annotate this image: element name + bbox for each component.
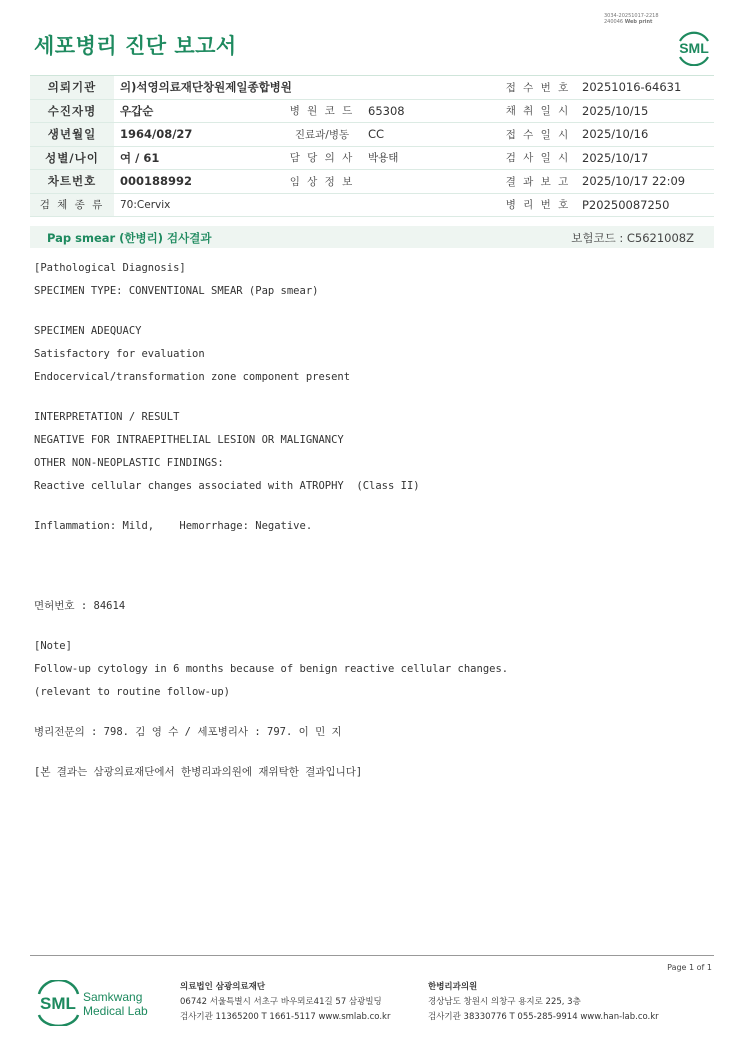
clinic-org-address: 경상남도 창원시 의창구 용지로 225, 3층 bbox=[428, 997, 581, 1007]
lab-org-contact: 검사기관 11365200 T 1661-5117 www.smlab.co.kr bbox=[180, 1012, 391, 1022]
receipt-date-label: 접 수 일 시 bbox=[500, 123, 576, 147]
report-line: NEGATIVE FOR INTRAEPITHELIAL LESION OR MALIGNANCY bbox=[34, 434, 344, 446]
print-meta-code: 240046 bbox=[604, 19, 624, 25]
department-value: CC bbox=[362, 123, 500, 147]
collection-date-label: 채 취 일 시 bbox=[500, 99, 576, 123]
pathologist-signature-line: 병리전문의 : 798. 김 영 수 / 세포병리사 : 797. 이 민 지 bbox=[34, 726, 342, 738]
specimen-type-value: 70:Cervix bbox=[114, 193, 500, 217]
report-line: Endocervical/transformation zone component present bbox=[34, 371, 351, 383]
receipt-date-value: 2025/10/16 bbox=[576, 123, 714, 147]
report-line: Satisfactory for evaluation bbox=[34, 348, 205, 360]
section-title: Pap smear (한병리) 검사결과 bbox=[47, 231, 212, 245]
pathology-no-label: 병 리 번 호 bbox=[500, 193, 576, 217]
patient-name-value: 우갑순 bbox=[114, 99, 282, 123]
report-body bbox=[34, 257, 508, 784]
hospital-code-label: 병 원 코 드 bbox=[282, 99, 362, 123]
exam-date-value: 2025/10/17 bbox=[576, 146, 714, 170]
samkwang-logo-name2: Medical Lab bbox=[83, 1004, 148, 1018]
result-section-header bbox=[30, 226, 714, 248]
clinical-info-value bbox=[362, 170, 500, 194]
footer-divider bbox=[30, 955, 714, 956]
print-meta-id: 3034-20251017-2218 bbox=[604, 13, 659, 19]
insurance-code: 보험코드 : C5621008Z bbox=[571, 231, 694, 245]
page-number: Page 1 of 1 bbox=[667, 963, 712, 972]
clinic-org-name: 한병리과의원 bbox=[428, 982, 478, 992]
exam-date-label: 검 사 일 시 bbox=[500, 146, 576, 170]
requesting-org-label: 의뢰기관 bbox=[30, 76, 114, 100]
print-meta bbox=[604, 13, 659, 25]
report-line: OTHER NON-NEOPLASTIC FINDINGS: bbox=[34, 457, 224, 469]
clinic-org-contact: 검사기관 38330776 T 055-285-9914 www.han-lab.co.kr bbox=[428, 1012, 659, 1022]
report-line: (relevant to routine follow-up) bbox=[34, 686, 230, 698]
clinic-org-info bbox=[428, 980, 659, 1025]
specimen-type-label: 검 체 종 류 bbox=[30, 193, 114, 217]
receipt-no-value: 20251016-64631 bbox=[576, 76, 714, 100]
table-row bbox=[30, 193, 714, 217]
clinical-info-label: 임 상 정 보 bbox=[282, 170, 362, 194]
table-row bbox=[30, 99, 714, 123]
report-line: INTERPRETATION / RESULT bbox=[34, 411, 180, 423]
samkwang-logo bbox=[36, 980, 156, 1026]
department-label: 진료과/병동 bbox=[282, 123, 362, 147]
table-row bbox=[30, 123, 714, 147]
table-row bbox=[30, 76, 714, 100]
table-row bbox=[30, 170, 714, 194]
referral-note: [본 결과는 삼광의료재단에서 한병리과의원에 재위탁한 결과입니다] bbox=[34, 766, 363, 778]
web-print-label: Web print bbox=[624, 19, 653, 25]
result-report-value: 2025/10/17 22:09 bbox=[576, 170, 714, 194]
sml-logo bbox=[674, 26, 714, 66]
lab-org-info bbox=[180, 980, 390, 1025]
report-line: Follow-up cytology in 6 months because of benign reactive cellular changes. bbox=[34, 663, 509, 675]
report-line: Reactive cellular changes associated with ATROPHY (Class II) bbox=[34, 480, 420, 492]
page-title: 세포병리 진단 보고서 bbox=[34, 34, 237, 58]
patient-name-label: 수진자명 bbox=[30, 99, 114, 123]
lab-org-name: 의료법인 삼광의료재단 bbox=[180, 982, 266, 992]
collection-date-value: 2025/10/15 bbox=[576, 99, 714, 123]
pathology-no-value: P20250087250 bbox=[576, 193, 714, 217]
chart-no-value: 000188992 bbox=[114, 170, 282, 194]
chart-no-label: 차트번호 bbox=[30, 170, 114, 194]
table-row bbox=[30, 146, 714, 170]
birth-date-value: 1964/08/27 bbox=[114, 123, 282, 147]
hospital-code-value: 65308 bbox=[362, 99, 500, 123]
doctor-value: 박용태 bbox=[362, 146, 500, 170]
doctor-label: 담 당 의 사 bbox=[282, 146, 362, 170]
sex-age-label: 성별/나이 bbox=[30, 146, 114, 170]
samkwang-logo-mark: SML bbox=[40, 994, 76, 1013]
report-line: [Pathological Diagnosis] bbox=[34, 262, 186, 274]
report-line: SPECIMEN TYPE: CONVENTIONAL SMEAR (Pap smear) bbox=[34, 285, 319, 297]
sex-age-value: 여 / 61 bbox=[114, 146, 282, 170]
birth-date-label: 생년월일 bbox=[30, 123, 114, 147]
lab-org-address: 06742 서울특별시 서초구 바우뫼로41길 57 삼광빌딩 bbox=[180, 997, 382, 1007]
requesting-org-value: 의)석영의료재단창원제일종합병원 bbox=[114, 76, 500, 100]
patient-info-table bbox=[30, 75, 714, 217]
result-report-label: 결 과 보 고 bbox=[500, 170, 576, 194]
samkwang-logo-name1: Samkwang bbox=[83, 990, 143, 1004]
report-line: Inflammation: Mild, Hemorrhage: Negative. bbox=[34, 520, 313, 532]
license-number: 면허번호 : 84614 bbox=[34, 600, 126, 612]
receipt-no-label: 접 수 번 호 bbox=[500, 76, 576, 100]
report-line: SPECIMEN ADEQUACY bbox=[34, 325, 142, 337]
report-line: [Note] bbox=[34, 640, 72, 652]
sml-logo-text: SML bbox=[679, 40, 709, 56]
